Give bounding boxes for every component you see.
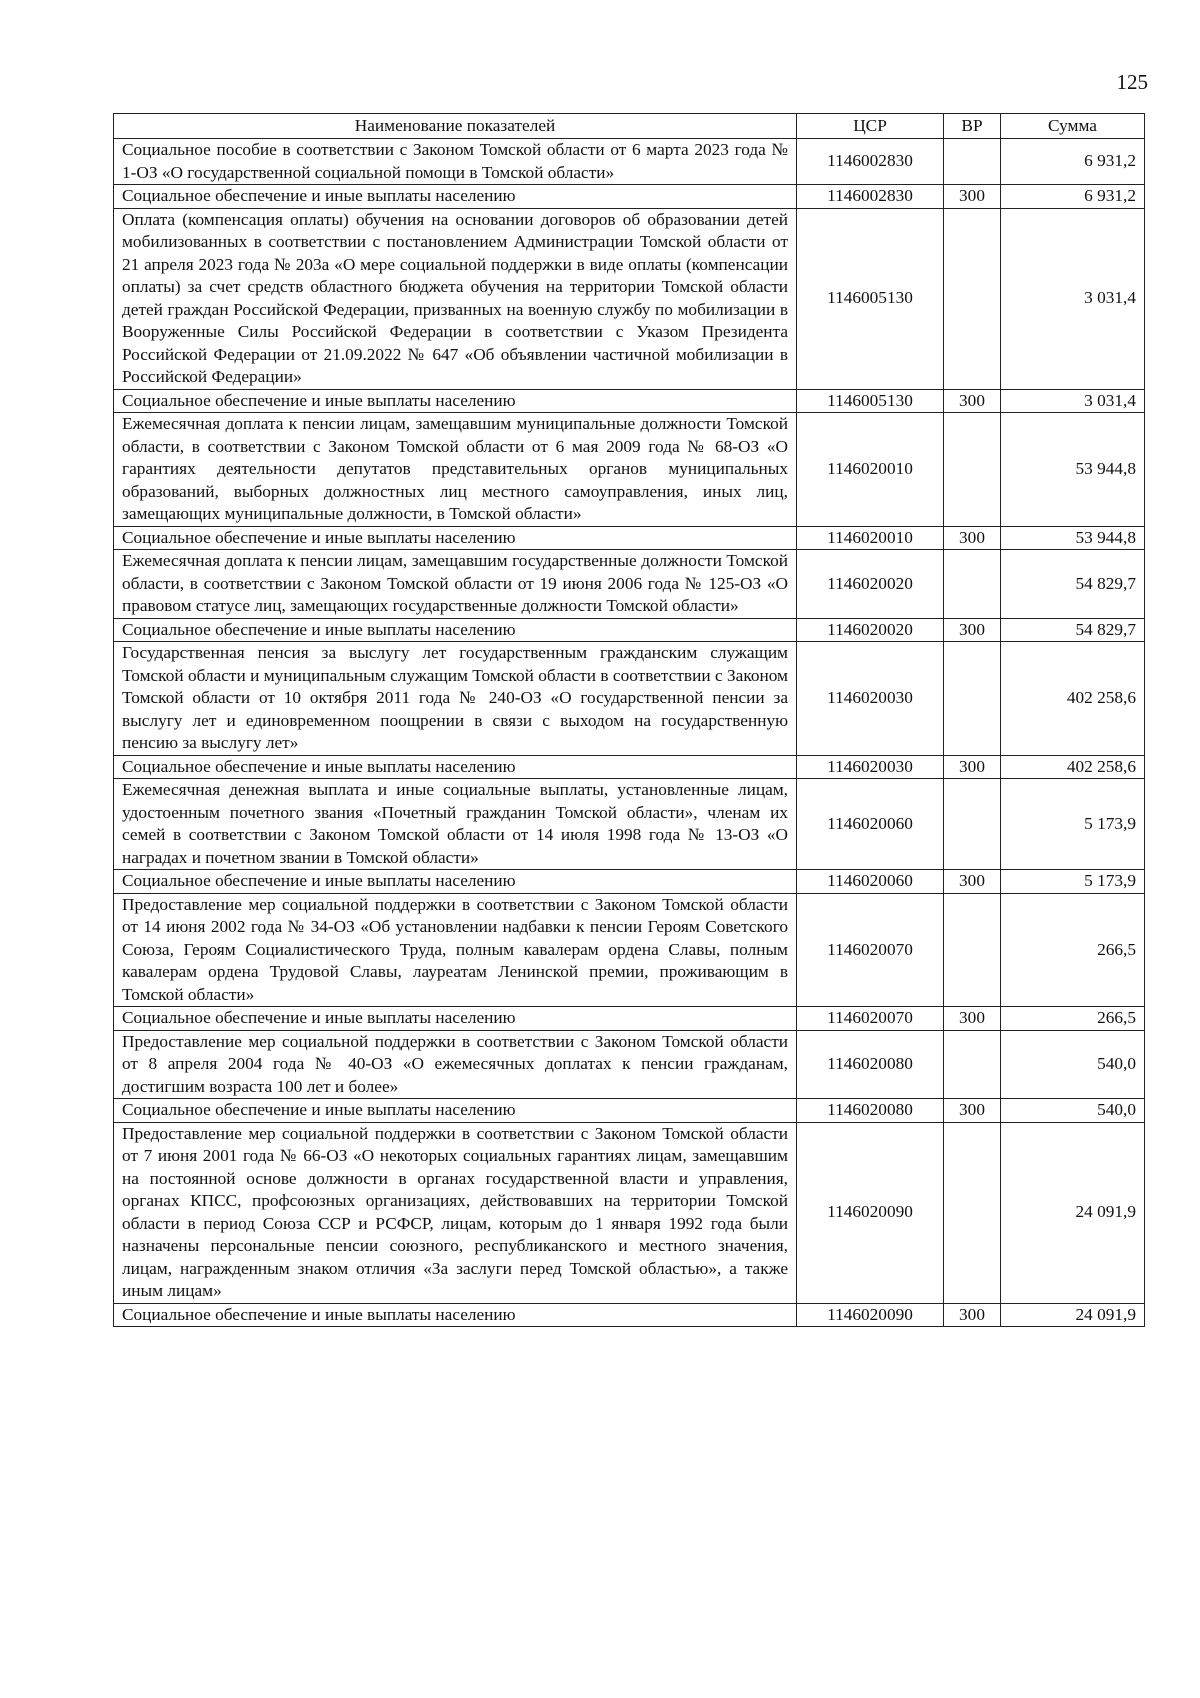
table-row bbox=[114, 1303, 1145, 1327]
cell-sum: 3 031,4 bbox=[1001, 389, 1145, 413]
cell-name: Предоставление мер социальной поддержки в соответствии с Законом Томской области от 7 июня 2001 года № 66-ОЗ «О некоторых социальных гарантиях лицам, замещавшим на постоянной основе должности в органах государственной власти и управления, органах КПСС, профсоюзных организациях, действовавших на территории Томской области в период Союза ССР и РСФСР, лицам, которым до 1 января 1992 года были назначены персональные пенсии союзного, республиканского и местного значения, лицам, награжденным знаком отличия «За заслуги перед Томской областью», а также иным лицам» bbox=[114, 1122, 797, 1303]
cell-sum: 402 258,6 bbox=[1001, 755, 1145, 779]
header-name: Наименование показателей bbox=[114, 114, 797, 139]
page-number: 125 bbox=[1116, 70, 1148, 94]
cell-name: Социальное обеспечение и иные выплаты населению bbox=[114, 618, 797, 642]
cell-csr: 1146002830 bbox=[797, 139, 944, 185]
cell-name: Предоставление мер социальной поддержки в соответствии с Законом Томской области от 14 июня 2002 года № 34-ОЗ «Об установлении надбавки к пенсии Героям Советского Союза, Героям Социалистического Труда, полным кавалерам ордена Славы, полным кавалерам ордена Трудовой Славы, лауреатам Ленинской премии, проживающим в Томской области» bbox=[114, 893, 797, 1007]
cell-name: Ежемесячная денежная выплата и иные социальные выплаты, установленные лицам, удостоенным почетного звания «Почетный гражданин Томской области», членам их семей в соответствии с Законом Томской области от 14 июля 1998 года № 13-ОЗ «О наградах и почетном звании в Томской области» bbox=[114, 779, 797, 870]
cell-name: Социальное обеспечение и иные выплаты населению bbox=[114, 185, 797, 209]
cell-vr: 300 bbox=[944, 1007, 1001, 1031]
cell-vr bbox=[944, 779, 1001, 870]
cell-sum: 53 944,8 bbox=[1001, 526, 1145, 550]
cell-name: Социальное обеспечение и иные выплаты населению bbox=[114, 1007, 797, 1031]
cell-csr: 1146020060 bbox=[797, 870, 944, 894]
cell-csr: 1146020060 bbox=[797, 779, 944, 870]
cell-csr: 1146020070 bbox=[797, 893, 944, 1007]
cell-name: Социальное обеспечение и иные выплаты населению bbox=[114, 526, 797, 550]
cell-csr: 1146020080 bbox=[797, 1030, 944, 1099]
cell-name: Социальное обеспечение и иные выплаты населению bbox=[114, 389, 797, 413]
cell-sum: 5 173,9 bbox=[1001, 870, 1145, 894]
cell-name: Социальное пособие в соответствии с Законом Томской области от 6 марта 2023 года № 1-ОЗ «О государственной социальной помощи в Томской области» bbox=[114, 139, 797, 185]
cell-csr: 1146020010 bbox=[797, 413, 944, 527]
cell-sum: 53 944,8 bbox=[1001, 413, 1145, 527]
cell-name: Ежемесячная доплата к пенсии лицам, замещавшим государственные должности Томской области, в соответствии с Законом Томской области от 19 июня 2006 года № 125-ОЗ «О правовом статусе лиц, замещающих государственные должности Томской области» bbox=[114, 550, 797, 619]
cell-vr: 300 bbox=[944, 1303, 1001, 1327]
cell-vr bbox=[944, 139, 1001, 185]
header-sum: Сумма bbox=[1001, 114, 1145, 139]
cell-csr: 1146020020 bbox=[797, 618, 944, 642]
cell-sum: 54 829,7 bbox=[1001, 618, 1145, 642]
table-body bbox=[114, 139, 1145, 1327]
cell-sum: 402 258,6 bbox=[1001, 642, 1145, 756]
cell-csr: 1146020010 bbox=[797, 526, 944, 550]
cell-vr bbox=[944, 413, 1001, 527]
cell-csr: 1146020030 bbox=[797, 642, 944, 756]
cell-name: Государственная пенсия за выслугу лет государственным гражданским служащим Томской области и муниципальным служащим Томской области в соответствии с Законом Томской области от 10 октября 2011 года № 240-ОЗ «О государственной пенсии за выслугу лет и единовременном поощрении в связи с выходом на государственную пенсию за выслугу лет» bbox=[114, 642, 797, 756]
cell-sum: 6 931,2 bbox=[1001, 185, 1145, 209]
table-row bbox=[114, 893, 1145, 1007]
table-row bbox=[114, 1122, 1145, 1303]
cell-sum: 266,5 bbox=[1001, 1007, 1145, 1031]
cell-csr: 1146020080 bbox=[797, 1099, 944, 1123]
cell-vr: 300 bbox=[944, 389, 1001, 413]
cell-sum: 540,0 bbox=[1001, 1030, 1145, 1099]
table-row bbox=[114, 208, 1145, 389]
cell-csr: 1146002830 bbox=[797, 185, 944, 209]
table-row bbox=[114, 550, 1145, 619]
cell-csr: 1146020070 bbox=[797, 1007, 944, 1031]
table-row bbox=[114, 139, 1145, 185]
cell-vr: 300 bbox=[944, 870, 1001, 894]
cell-vr: 300 bbox=[944, 1099, 1001, 1123]
cell-csr: 1146005130 bbox=[797, 389, 944, 413]
cell-sum: 540,0 bbox=[1001, 1099, 1145, 1123]
cell-name: Социальное обеспечение и иные выплаты населению bbox=[114, 755, 797, 779]
table-row bbox=[114, 526, 1145, 550]
cell-vr: 300 bbox=[944, 185, 1001, 209]
cell-vr bbox=[944, 550, 1001, 619]
table-row bbox=[114, 1007, 1145, 1031]
table-row bbox=[114, 1030, 1145, 1099]
cell-vr bbox=[944, 1030, 1001, 1099]
cell-csr: 1146020090 bbox=[797, 1122, 944, 1303]
cell-sum: 5 173,9 bbox=[1001, 779, 1145, 870]
header-csr: ЦСР bbox=[797, 114, 944, 139]
cell-csr: 1146020030 bbox=[797, 755, 944, 779]
cell-sum: 24 091,9 bbox=[1001, 1303, 1145, 1327]
cell-vr: 300 bbox=[944, 755, 1001, 779]
table-row bbox=[114, 779, 1145, 870]
budget-table bbox=[113, 113, 1145, 1327]
cell-csr: 1146020090 bbox=[797, 1303, 944, 1327]
cell-vr bbox=[944, 1122, 1001, 1303]
cell-name: Ежемесячная доплата к пенсии лицам, замещавшим муниципальные должности Томской области, в соответствии с Законом Томской области от 6 мая 2009 года № 68-ОЗ «О гарантиях деятельности депутатов представительных органов муниципальных образований, выборных должностных лиц местного самоуправления, иных лиц, замещающих муниципальные должности, в Томской области» bbox=[114, 413, 797, 527]
cell-sum: 54 829,7 bbox=[1001, 550, 1145, 619]
table-row bbox=[114, 413, 1145, 527]
table-row bbox=[114, 618, 1145, 642]
cell-sum: 266,5 bbox=[1001, 893, 1145, 1007]
cell-sum: 6 931,2 bbox=[1001, 139, 1145, 185]
cell-name: Предоставление мер социальной поддержки в соответствии с Законом Томской области от 8 апреля 2004 года № 40-ОЗ «О ежемесячных доплатах к пенсии гражданам, достигшим возраста 100 лет и более» bbox=[114, 1030, 797, 1099]
cell-vr bbox=[944, 208, 1001, 389]
cell-name: Социальное обеспечение и иные выплаты населению bbox=[114, 1303, 797, 1327]
cell-sum: 24 091,9 bbox=[1001, 1122, 1145, 1303]
cell-csr: 1146020020 bbox=[797, 550, 944, 619]
header-vr: ВР bbox=[944, 114, 1001, 139]
table-header-row bbox=[114, 114, 1145, 139]
cell-name: Оплата (компенсация оплаты) обучения на основании договоров об образовании детей мобилизованных в соответствии с постановлением Администрации Томской области от 21 апреля 2023 года № 203а «О мере социальной поддержки в виде оплаты (компенсации оплаты) за счет средств областного бюджета обучения на территории Томской области детей граждан Российской Федерации, призванных на военную службу по мобилизации в Вооруженные Силы Российской Федерации в соответствии с Указом Президента Российской Федерации от 21.09.2022 № 647 «Об объявлении частичной мобилизации в Российской Федерации» bbox=[114, 208, 797, 389]
cell-vr: 300 bbox=[944, 526, 1001, 550]
cell-csr: 1146005130 bbox=[797, 208, 944, 389]
table-row bbox=[114, 185, 1145, 209]
table-row bbox=[114, 642, 1145, 756]
cell-vr bbox=[944, 642, 1001, 756]
table-row bbox=[114, 870, 1145, 894]
table-row bbox=[114, 1099, 1145, 1123]
cell-vr bbox=[944, 893, 1001, 1007]
cell-vr: 300 bbox=[944, 618, 1001, 642]
table-row bbox=[114, 389, 1145, 413]
table-row bbox=[114, 755, 1145, 779]
cell-name: Социальное обеспечение и иные выплаты населению bbox=[114, 870, 797, 894]
cell-name: Социальное обеспечение и иные выплаты населению bbox=[114, 1099, 797, 1123]
cell-sum: 3 031,4 bbox=[1001, 208, 1145, 389]
